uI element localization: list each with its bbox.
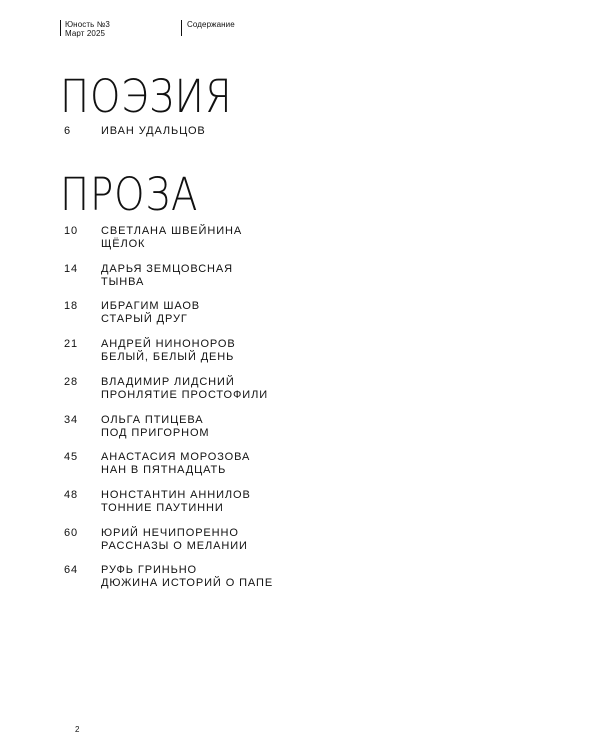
toc-work-title: ТОННИЕ ПАУТИННИ xyxy=(101,502,224,514)
toc-page-number: 10 xyxy=(64,225,79,237)
toc-page-number: 28 xyxy=(64,376,79,388)
toc-author: ИБРАГИМ ШАОВ xyxy=(101,300,201,312)
toc-author: ЮРИЙ НЕЧИПОРЕННО xyxy=(101,527,239,539)
magazine-issue: Юность №3 xyxy=(65,20,110,29)
toc-author: АНАСТАСИЯ МОРОЗОВА xyxy=(101,451,251,463)
toc-author: ВЛАДИМИР ЛИДСНИЙ xyxy=(101,376,235,388)
toc-page-number: 48 xyxy=(64,489,79,501)
toc-author: ДАРЬЯ ЗЕМЦОВСНАЯ xyxy=(101,263,233,275)
header-divider-right xyxy=(181,20,182,36)
toc-author: АНДРЕЙ НИНОНОРОВ xyxy=(101,338,236,350)
toc-page-number: 6 xyxy=(64,125,72,137)
toc-page-number: 18 xyxy=(64,300,79,312)
toc-page-number: 21 xyxy=(64,338,79,350)
header-divider-left xyxy=(60,20,61,36)
toc-page-number: 64 xyxy=(64,564,79,576)
toc-work-title: ПОД ПРИГОРНОМ xyxy=(101,427,210,439)
toc-work-title: РАССНАЗЫ О МЕЛАНИИ xyxy=(101,540,248,552)
prose-heading: ПРОЗА xyxy=(60,168,199,221)
toc-author: РУФЬ ГРИНЬНО xyxy=(101,564,198,576)
toc-author: СВЕТЛАНА ШВЕЙНИНА xyxy=(101,225,243,237)
toc-page-number: 60 xyxy=(64,527,79,539)
toc-work-title: ЩЁЛОК xyxy=(101,238,146,250)
toc-work-title: НАН В ПЯТНАДЦАТЬ xyxy=(101,464,227,476)
toc-page-number: 45 xyxy=(64,451,79,463)
toc-work-title: ПРОНЛЯТИЕ ПРОСТОФИЛИ xyxy=(101,389,268,401)
toc-page-number: 14 xyxy=(64,263,79,275)
toc-author: ИВАН УДАЛЬЦОВ xyxy=(101,125,206,137)
toc-work-title: БЕЛЫЙ, БЕЛЫЙ ДЕНЬ xyxy=(101,351,235,363)
page-number: 2 xyxy=(75,725,80,734)
toc-work-title: ТЫНВА xyxy=(101,276,145,288)
issue-date: Март 2025 xyxy=(65,29,106,38)
toc-work-title: СТАРЫЙ ДРУГ xyxy=(101,313,188,325)
toc-work-title: ДЮЖИНА ИСТОРИЙ О ПАПЕ xyxy=(101,577,274,589)
section-label: Содержание xyxy=(187,20,235,29)
toc-author: НОНСТАНТИН АННИЛОВ xyxy=(101,489,251,501)
poetry-heading: ПОЭЗИЯ xyxy=(60,70,233,123)
toc-page-number: 34 xyxy=(64,414,79,426)
toc-author: ОЛЬГА ПТИЦЕВА xyxy=(101,414,204,426)
